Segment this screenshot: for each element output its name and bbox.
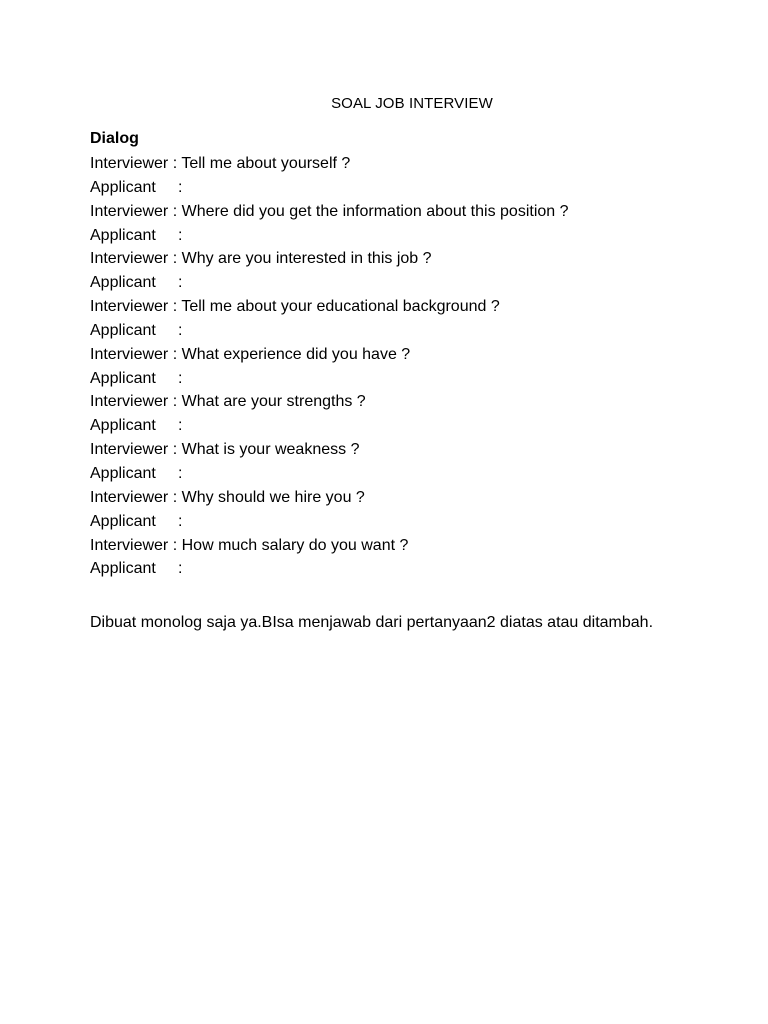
question-text: Tell me about yourself ? [181,155,351,172]
interviewer-label: Interviewer [90,202,169,220]
interviewer-line [90,438,730,462]
applicant-label: Applicant [90,178,156,196]
question-text: How much salary do you want ? [181,536,409,554]
applicant-label: Applicant [90,464,156,482]
applicant-label: Applicant [90,560,156,578]
separator: : [172,298,178,316]
applicant-label: Applicant [90,321,156,339]
interviewer-line [90,200,730,224]
separator: : [178,512,183,530]
applicant-line [90,367,730,391]
interviewer-label: Interviewer [90,298,169,316]
separator: : [178,274,183,292]
applicant-label: Applicant [90,512,156,530]
separator: : [178,226,183,244]
applicant-label: Applicant [90,226,156,244]
applicant-line [90,176,730,200]
question-text: Where did you get the information about this position ? [181,202,569,220]
applicant-label: Applicant [90,369,156,387]
interviewer-label: Interviewer [90,488,169,506]
applicant-line [90,462,730,486]
question-text: What is your weakness ? [181,441,360,459]
separator: : [178,464,183,482]
separator: : [178,417,183,435]
interviewer-line [90,390,730,414]
interviewer-label: Interviewer [90,250,169,268]
applicant-line [90,414,730,438]
question-text: What experience did you have ? [181,345,411,363]
question-text: Tell me about your educational background ? [181,298,500,316]
dialog-section [90,128,730,581]
separator: : [172,488,178,506]
separator: : [172,536,178,554]
applicant-line [90,557,730,581]
separator: : [172,345,178,363]
applicant-line [90,271,730,295]
interviewer-label: Interviewer [90,536,169,554]
document-title: SOAL JOB INTERVIEW [331,95,493,112]
interviewer-line [90,486,730,510]
question-text: What are your strengths ? [181,393,366,411]
interviewer-label: Interviewer [90,345,169,363]
question-text: Why should we hire you ? [181,488,365,506]
interviewer-line [90,534,730,558]
applicant-label: Applicant [90,274,156,292]
separator: : [178,178,183,196]
separator: : [172,393,178,411]
separator: : [178,321,183,339]
separator: : [172,441,178,459]
interviewer-line [90,247,730,271]
applicant-label: Applicant [90,417,156,435]
interviewer-line [90,152,730,176]
applicant-line [90,510,730,534]
instruction-note: Dibuat monolog saja ya.BIsa menjawab dari pertanyaan2 diatas atau ditambah. [90,614,654,631]
interviewer-label: Interviewer [90,441,169,459]
dialog-lines [90,152,730,581]
applicant-line [90,319,730,343]
dialog-heading: Dialog [90,130,139,147]
separator: : [178,560,183,578]
separator: : [172,250,178,268]
separator: : [178,369,183,387]
interviewer-line [90,295,730,319]
separator: : [172,202,178,220]
interviewer-line [90,343,730,367]
applicant-line [90,224,730,248]
interviewer-label: Interviewer [90,393,169,411]
interviewer-label: Interviewer [90,155,169,172]
separator: : [172,155,178,172]
question-text: Why are you interested in this job ? [181,250,432,268]
